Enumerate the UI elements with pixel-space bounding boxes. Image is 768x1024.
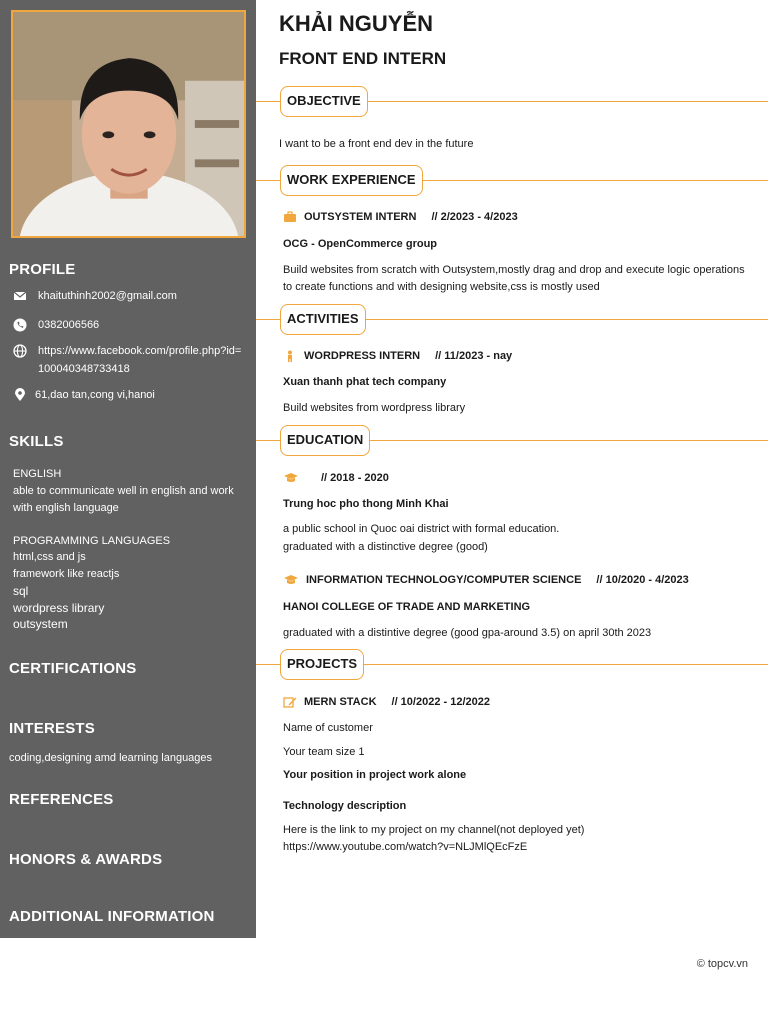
programming-item: framework like reactjs: [13, 568, 120, 580]
topcv-brand[interactable]: © topcv.vn: [696, 958, 748, 970]
website-text[interactable]: https://www.facebook.com/profile.php?id=100040348733418: [38, 345, 242, 375]
project-team-size: Your team size 1: [283, 746, 365, 758]
person-icon: [283, 350, 297, 362]
briefcase-icon: [283, 211, 297, 223]
work-title: OUTSYSTEM INTERN: [304, 211, 417, 223]
projects-heading: PROJECTS: [280, 649, 364, 680]
education-school: HANOI COLLEGE OF TRADE AND MARKETING: [283, 601, 531, 613]
programming-title: PROGRAMMING LANGUAGES: [13, 535, 171, 547]
project-tech-desc: Here is the link to my project on my channel(not deployed yet): [283, 824, 585, 836]
programming-item: sql: [13, 584, 29, 598]
profile-heading: PROFILE: [9, 261, 76, 278]
activity-item-header: [283, 350, 512, 362]
project-position: Your position in project work alone: [283, 769, 467, 781]
english-desc: able to communicate well in english and work with english language: [13, 485, 234, 514]
education-date: // 10/2020 - 4/2023: [596, 574, 689, 586]
objective-text: I want to be a front end dev in the future: [279, 138, 474, 150]
graduation-cap-icon: [283, 472, 299, 484]
references-heading: REFERENCES: [9, 791, 114, 808]
education-item-header: [283, 574, 689, 586]
additional-info-heading: ADDITIONAL INFORMATION: [9, 908, 215, 925]
globe-icon: [13, 344, 27, 358]
website-row: [13, 342, 243, 378]
activities-heading: ACTIVITIES: [280, 304, 366, 335]
objective-heading: OBJECTIVE: [280, 86, 368, 117]
project-date: // 10/2022 - 12/2022: [391, 696, 490, 708]
profile-photo: [11, 10, 246, 238]
activity-date: // 11/2023 - nay: [435, 350, 513, 362]
activity-company: Xuan thanh phat tech company: [283, 376, 447, 388]
project-link[interactable]: https://www.youtube.com/watch?v=NLJMlQEcFzE: [283, 841, 528, 853]
education-desc: a public school in Quoc oai district with formal education.: [283, 523, 560, 535]
address-row: [13, 386, 240, 404]
interests-text: coding,designing amd learning languages: [9, 752, 213, 764]
work-company: OCG - OpenCommerce group: [283, 238, 438, 250]
phone-row: [13, 316, 243, 334]
work-item-header: [283, 211, 518, 223]
project-tech-heading: Technology description: [283, 800, 407, 812]
education-school: Trung hoc pho thong Minh Khai: [283, 498, 449, 510]
programming-item: html,css and js: [13, 551, 86, 563]
phone-text: 0382006566: [38, 319, 100, 331]
activity-desc: Build websites from wordpress library: [283, 402, 466, 414]
interests-heading: INTERESTS: [9, 720, 95, 737]
work-date: // 2/2023 - 4/2023: [431, 211, 518, 223]
phone-icon: [13, 318, 27, 332]
project-item-header: [283, 696, 490, 708]
education-desc: graduated with a distintive degree (good gpa-around 3.5) on april 30th 2023: [283, 627, 652, 639]
project-customer: Name of customer: [283, 722, 373, 734]
email-row: [13, 287, 243, 305]
education-heading: EDUCATION: [280, 425, 370, 456]
work-desc: Build websites from scratch with Outsystem,mostly drag and drop and execute logic operations to create functions and with designing website,css is mostly used: [283, 264, 745, 293]
envelope-icon: [13, 289, 27, 303]
project-title: MERN STACK: [304, 696, 377, 708]
work-experience-heading: WORK EXPERIENCE: [280, 165, 423, 196]
programming-item: wordpress library: [13, 601, 105, 615]
sidebar: [0, 0, 256, 938]
address-text: 61,dao tan,cong vi,hanoi: [35, 389, 155, 401]
education-title: INFORMATION TECHNOLOGY/COMPUTER SCIENCE: [306, 574, 582, 586]
graduation-cap-icon: [283, 574, 299, 586]
skills-heading: SKILLS: [9, 433, 64, 450]
education-desc: graduated with a distinctive degree (good): [283, 541, 488, 553]
activity-title: WORDPRESS INTERN: [304, 350, 421, 362]
education-date: // 2018 - 2020: [321, 472, 389, 484]
edit-icon: [283, 696, 297, 708]
english-title: ENGLISH: [13, 468, 62, 480]
certifications-heading: CERTIFICATIONS: [9, 660, 137, 677]
honors-heading: HONORS & AWARDS: [9, 851, 163, 868]
map-pin-icon: [13, 388, 27, 402]
email-text: khaituthinh2002@gmail.com: [38, 290, 177, 302]
programming-item: outsystem: [13, 617, 68, 631]
education-item-header: [283, 472, 389, 484]
candidate-role: FRONT END INTERN: [279, 49, 447, 68]
candidate-name: KHẢI NGUYỄN: [279, 11, 434, 36]
